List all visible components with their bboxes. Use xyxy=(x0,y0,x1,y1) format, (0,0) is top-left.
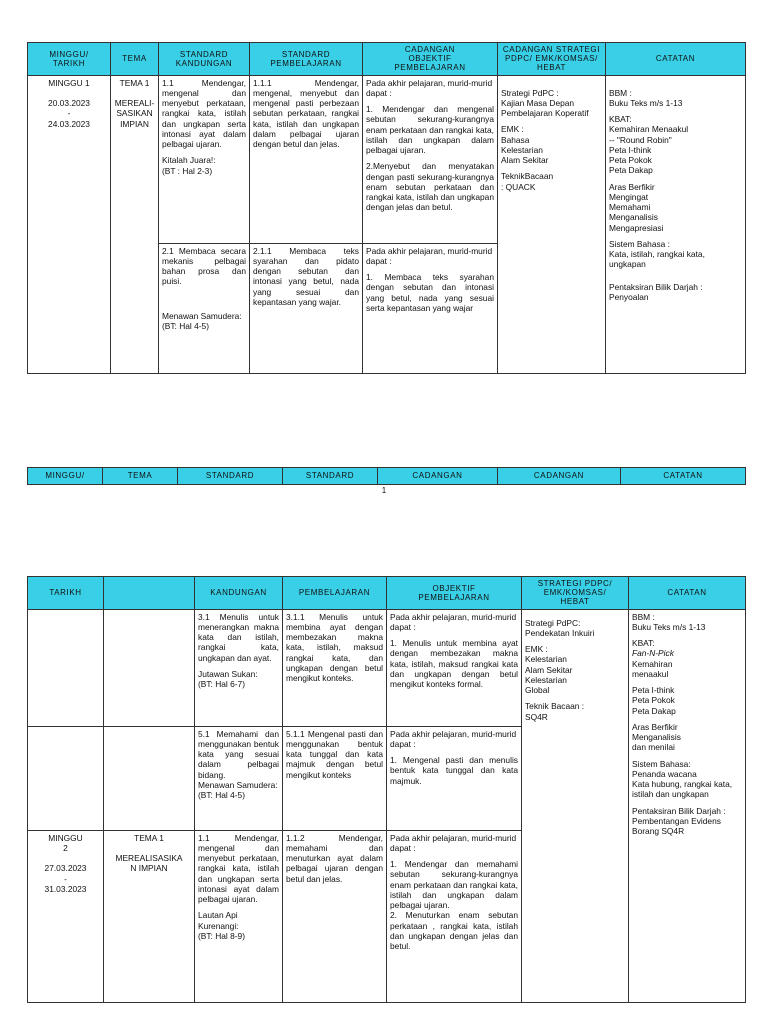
standard-kandungan-cell xyxy=(195,726,283,830)
header-tema: TEMA xyxy=(111,43,159,76)
catatan-bbm: BBM : Buku Teks m/s 1-13 xyxy=(632,611,706,632)
objektif-item: 2. Menuturkan enam sebutan perkataan , rangkai kata, istilah dan ungkapan dengan jelas dan betul. xyxy=(390,910,518,952)
strategi-teknik-bacaan: TeknikBacaan : QUACK xyxy=(501,171,554,192)
minggu-tarikh-cell: MINGGU 2 27.03.2023 - 31.03.2023 xyxy=(28,830,104,1002)
catatan-pentaksiran: Pentaksiran Bilik Darjah : Penyoalan xyxy=(609,281,703,302)
catatan-pentaksiran: Pentaksiran Bilik Darjah : Pembentangan Evidens Borang SQ4R xyxy=(632,805,726,837)
strip-header-minggu: MINGGU/ xyxy=(28,468,103,485)
header-kandungan: KANDUNGAN xyxy=(195,577,283,610)
table-row xyxy=(28,75,746,243)
strategi-pdpc: Strategi PdPC : Kajian Masa Depan Pembelajaran Koperatif xyxy=(501,87,589,119)
header-pembelajaran: PEMBELAJARAN xyxy=(283,577,387,610)
strip-header-tema: TEMA xyxy=(103,468,178,485)
standard-kandungan-cell xyxy=(159,75,250,243)
objektif-item: 1. Membaca teks syarahan dengan sebutan dan intonasi yang betul, nada yang sesuai serta kepantasan yang wajar xyxy=(366,272,494,313)
objektif-cell xyxy=(387,609,522,726)
header-tarikh: TARIKH xyxy=(28,577,104,610)
objektif-intro: Pada akhir pelajaran, murid-murid dapat : xyxy=(390,611,517,632)
standard-kandungan-cell xyxy=(159,243,250,373)
strategi-emk: EMK : Kelestarian Alam Sekitar Kelestarian Global xyxy=(525,644,573,696)
header-catatan: CATATAN xyxy=(629,577,746,610)
sk-text: 3.1 Menulis untuk menerangkan makna kata dan istilah, rangkai kata, ungkapan dan ayat. xyxy=(198,611,279,663)
catatan-cell xyxy=(629,609,746,1002)
objektif-intro: Pada akhir pelajaran, murid-murid dapat : xyxy=(366,245,493,266)
minggu-tarikh-cell: MINGGU 1 20.03.2023 - 24.03.2023 xyxy=(28,75,111,373)
table-header-row xyxy=(28,43,746,76)
sk-reference: Lautan Api Kurenangi: (BT: Hal 8-9) xyxy=(198,910,246,941)
header-objektif: OBJEKTIF PEMBELAJARAN xyxy=(387,577,522,610)
lesson-plan-table-week1 xyxy=(27,42,746,374)
sk-text: 2.1 Membaca secara mekanis pelbagai bahan prosa dan puisi. xyxy=(162,245,246,287)
catatan-aras-berfikir: Aras Berfikir Menganalisis dan menilai xyxy=(632,721,681,753)
objektif-item: 2.Menyebut dan menyatakan dengan pasti sekurang-kurangnya enam sebutan perkataan dan rangkai kata, istilah dan ungkapan dengan jelas dan betul. xyxy=(366,161,494,213)
standard-kandungan-cell xyxy=(195,609,283,726)
strip-header-standard-2: STANDARD xyxy=(283,468,378,485)
strategi-emk: EMK : Bahasa Kelestarian Alam Sekitar xyxy=(501,124,549,166)
sk-text: 5.1 Memahami dan menggunakan bentuk kata yang sesuai dalam pelbagai bidang. xyxy=(198,728,279,780)
minggu-tarikh-cell xyxy=(28,609,104,726)
strip-header-cadangan-2: CADANGAN xyxy=(498,468,621,485)
objektif-cell xyxy=(387,830,522,1002)
sk-reference: Menawan Samudera: (BT: Hal 4-5) xyxy=(198,779,278,801)
objektif-item: 1. Mendengar dan mengenal sebutan sekurang-kurangnya enam perkataan dan rangkai kata, istilah dan ungkapan dalam pelbagai ujaran. xyxy=(366,104,494,156)
objektif-cell xyxy=(387,726,522,830)
sk-text: 1.1 Mendengar, mengenal dan menyebut perkataan, rangkai kata, istilah dan ungkapan serta intonasi ayat dalam pelbagai ujaran. xyxy=(198,832,279,905)
catatan-peta: Peta I-think Peta Pokok Peta Dakap xyxy=(632,685,676,716)
sk-text: 1.1 Mendengar, mengenal dan menyebut perkataan, rangkai kata, istilah dan ungkapan serta intonasi ayat dalam pelbagai ujaran. xyxy=(162,77,246,150)
strategi-cell xyxy=(498,75,606,373)
objektif-intro: Pada akhir pelajaran, murid-murid dapat : xyxy=(366,77,493,98)
sk-reference: Kitalah Juara!: (BT : Hal 2-3) xyxy=(162,155,216,176)
objektif-item: 1. Menulis untuk membina ayat dengan membezakan makna kata, istilah, maksud rangkai kata dan ungkapan dengan betul mengikut konteks formal. xyxy=(390,638,518,690)
header-catatan: CATATAN xyxy=(606,43,746,76)
strip-header-catatan: CATATAN xyxy=(621,468,746,485)
tema-cell xyxy=(104,726,195,830)
header-minggu-tarikh: MINGGU/ TARIKH xyxy=(28,43,111,76)
header-standard-pembelajaran: STANDARD PEMBELAJARAN xyxy=(250,43,363,76)
page-number: 1 xyxy=(381,486,387,495)
tema-cell: TEMA 1 MEREALISASIKA N IMPIAN xyxy=(104,830,195,1002)
standard-pembelajaran-cell: 1.1.2 Mendengar, memahami dan menuturkan ayat dalam pelbagai ujaran dengan betul dan jelas. xyxy=(283,830,387,1002)
objektif-intro: Pada akhir pelajaran, murid-murid dapat : xyxy=(390,728,517,749)
objektif-cell xyxy=(363,75,498,243)
catatan-kbat-skill: Kemahiran menaakul xyxy=(632,658,673,679)
objektif-intro: Pada akhir pelajaran, murid-murid dapat : xyxy=(390,832,517,853)
standard-kandungan-cell xyxy=(195,830,283,1002)
sk-reference: Jutawan Sukan: (BT: Hal 6-7) xyxy=(198,668,258,690)
tema-cell xyxy=(104,609,195,726)
header-objektif: CADANGAN OBJEKTIF PEMBELAJARAN xyxy=(363,43,498,76)
standard-pembelajaran-cell: 5.1.1 Mengenal pasti dan menggunakan bentuk kata tunggal dan kata majmuk dengan betul mengikut konteks xyxy=(283,726,387,830)
header-blank xyxy=(104,577,195,610)
standard-pembelajaran-cell: 3.1.1 Menulis untuk membina ayat dengan membezakan makna kata, istilah, maksud rangkai kata, dan ungkapan dengan betul mengikut konteks. xyxy=(283,609,387,726)
catatan-kbat-label: KBAT: xyxy=(632,638,655,649)
catatan-aras-berfikir: Aras Berfikir Mengingat Memahami Menganalisis Mengapresiasi xyxy=(609,181,664,233)
strip-header-standard-1: STANDARD xyxy=(178,468,283,485)
standard-pembelajaran-cell: 1.1.1 Mendengar, mengenal, menyebut dan mengenal pasti perbezaan sebutan perkataan, rangkai kata, istilah dan ungkapan dalam pelbagai ujaran dengan betul dan jelas. xyxy=(250,75,363,243)
table-row xyxy=(28,609,746,726)
catatan-sistem-bahasa: Sistem Bahasa: Penanda wacana Kata hubung, rangkai kata, istilah dan ungkapan xyxy=(632,758,733,800)
minggu-tarikh-cell xyxy=(28,726,104,830)
header-standard-kandungan: STANDARD KANDUNGAN xyxy=(159,43,250,76)
table-header-row xyxy=(28,577,746,610)
lesson-plan-table-week2 xyxy=(27,576,746,1003)
objektif-cell xyxy=(363,243,498,373)
tema-cell: TEMA 1 MEREALI- SASIKAN IMPIAN xyxy=(111,75,159,373)
catatan-bbm: BBM : Buku Teks m/s 1-13 xyxy=(609,87,683,108)
catatan-kbat-tool: Fan-N-Pick xyxy=(632,648,674,659)
sk-reference: Menawan Samudera: (BT: Hal 4-5) xyxy=(162,310,242,331)
objektif-item: 1. Mendengar dan memahami sebutan sekurang-kurangnya enam perkataan dan rangkai kata, istilah dan ungkapan dalam pelbagai ujaran. xyxy=(390,859,518,911)
strategi-cell xyxy=(522,609,629,1002)
strategi-teknik-bacaan: Teknik Bacaan : SQ4R xyxy=(525,701,585,722)
catatan-sistem-bahasa: Sistem Bahasa : Kata, istilah, rangkai kata, ungkapan xyxy=(609,238,705,270)
standard-pembelajaran-cell: 2.1.1 Membaca teks syarahan dan pidato dengan sebutan dan intonasi yang betul, nada yang sesuai dan kepantasan yang wajar. xyxy=(250,243,363,373)
objektif-item: 1. Mengenal pasti dan menulis bentuk kata tunggal dan kata majmuk. xyxy=(390,755,518,786)
catatan-cell xyxy=(606,75,746,373)
repeated-header-strip xyxy=(27,467,746,485)
catatan-kbat: KBAT: Kemahiran Menaakul -- "Round Robin" Peta I-think Peta Pokok Peta Dakap xyxy=(609,114,689,176)
header-strategi: CADANGAN STRATEGI PDPC/ EMK/KOMSAS/ HEBAT xyxy=(498,43,606,76)
strategi-pdpc: Strategi PdPC: Pendekatan Inkuiri xyxy=(525,617,595,638)
header-strategi: STRATEGI PDPC/ EMK/KOMSAS/ HEBAT xyxy=(522,577,629,610)
strip-header-cadangan-1: CADANGAN xyxy=(378,468,498,485)
